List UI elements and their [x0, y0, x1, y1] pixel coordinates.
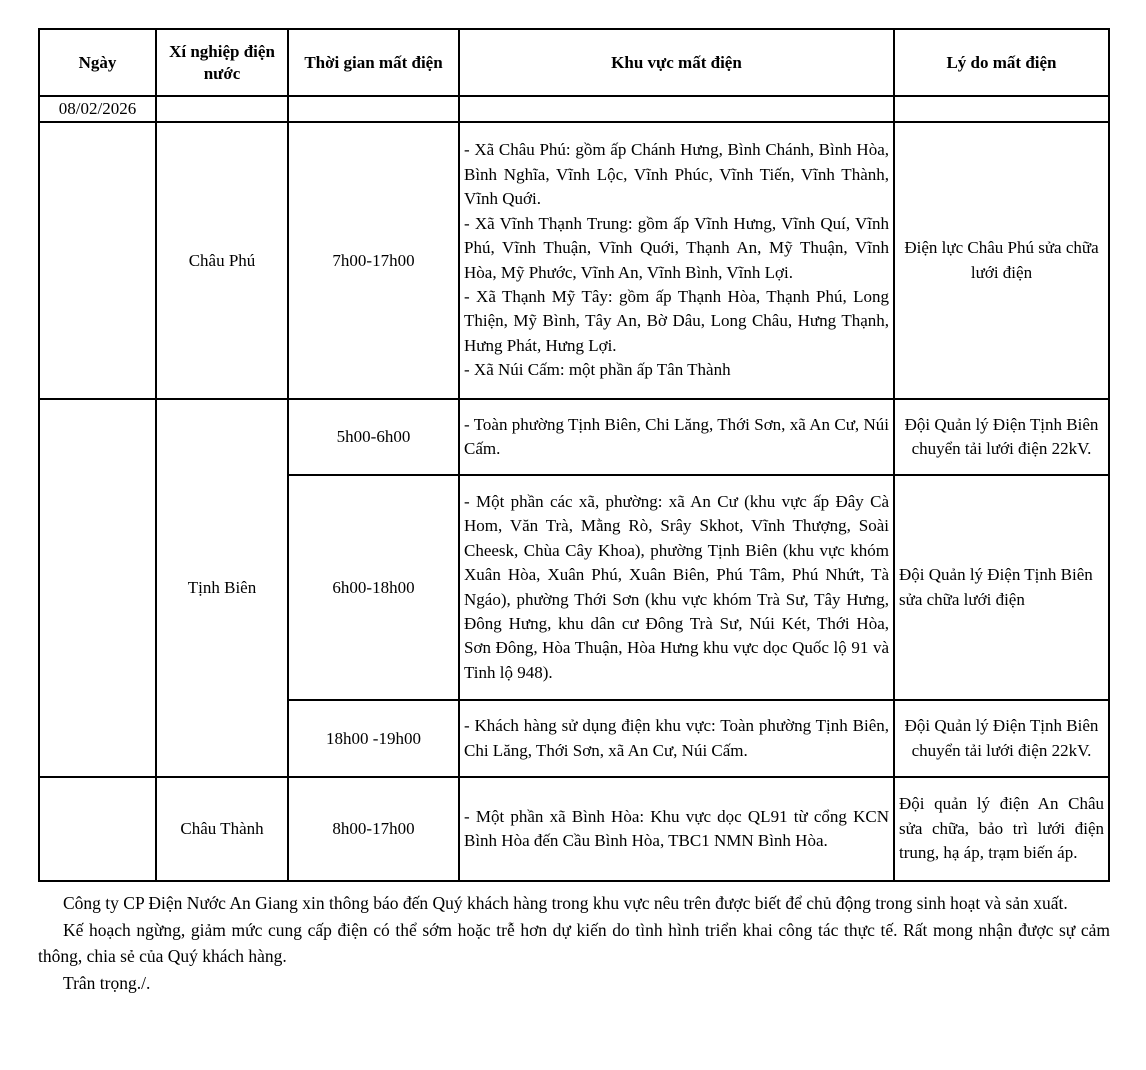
section-row-chau-phu [39, 122, 1109, 399]
footer-paragraph-notice: Công ty CP Điện Nước An Giang xin thông báo đến Quý khách hàng trong khu vực nêu trên được biết để chủ động trong sinh hoạt và sản xuất. [63, 893, 1068, 913]
footer-notes [38, 890, 1110, 996]
table-header-row [39, 29, 1109, 96]
col-header-time: Thời gian mất điện [288, 29, 459, 96]
date-cell: 08/02/2026 [39, 96, 156, 122]
day-cell-empty [39, 122, 156, 399]
reason-cell: Đội Quản lý Điện Tịnh Biên chuyển tải lưới điện 22kV. [894, 399, 1109, 475]
reason-cell: Đội Quản lý Điện Tịnh Biên chuyển tải lưới điện 22kV. [894, 700, 1109, 777]
enterprise-cell-chau-phu: Châu Phú [156, 122, 288, 399]
section-row-tinh-bien-1 [39, 399, 1109, 475]
time-cell: 18h00 -19h00 [288, 700, 459, 777]
area-item: - Khách hàng sử dụng điện khu vực: Toàn phường Tịnh Biên, Chi Lăng, Thới Sơn, xã An Cư, Núi Cấm. [464, 716, 889, 760]
section-row-chau-thanh [39, 777, 1109, 881]
area-cell [459, 122, 894, 399]
day-cell-empty [39, 777, 156, 881]
area-cell [459, 777, 894, 881]
time-cell: 8h00-17h00 [288, 777, 459, 881]
reason-cell: Điện lực Châu Phú sửa chữa lưới điện [894, 122, 1109, 399]
reason-cell: Đội quản lý điện An Châu sửa chữa, bảo trì lưới điện trung, hạ áp, trạm biến áp. [894, 777, 1109, 881]
area-item: - Xã Châu Phú: gồm ấp Chánh Hưng, Bình Chánh, Bình Hòa, Bình Nghĩa, Vĩnh Lộc, Vĩnh Phúc, Vĩnh Tiến, Vĩnh Thành, Vĩnh Quới. [464, 140, 889, 209]
area-item: - Xã Núi Cấm: một phần ấp Tân Thành [464, 360, 731, 380]
time-cell: 6h00-18h00 [288, 475, 459, 700]
area-item: - Một phần xã Bình Hòa: Khu vực dọc QL91 từ cổng KCN Bình Hòa đến Cầu Bình Hòa, TBC1 NMN Bình Hòa. [464, 806, 889, 850]
area-cell [459, 700, 894, 777]
empty-cell [156, 96, 288, 122]
reason-cell: Đội Quản lý Điện Tịnh Biên sửa chữa lưới điện [894, 475, 1109, 700]
area-cell [459, 475, 894, 700]
footer-paragraph-disclaimer: Kế hoạch ngừng, giảm mức cung cấp điện có thể sớm hoặc trễ hơn dự kiến do tình hình triển khai công tác thực tế. Rất mong nhận được sự cảm thông, chia sẻ của Quý khách hàng. [38, 919, 1110, 966]
time-cell: 7h00-17h00 [288, 122, 459, 399]
area-item: - Toàn phường Tịnh Biên, Chi Lăng, Thới Sơn, xã An Cư, Núi Cấm. [464, 414, 889, 458]
col-header-enterprise: Xí nghiệp điện nước [156, 29, 288, 96]
time-cell: 5h00-6h00 [288, 399, 459, 475]
col-header-date: Ngày [39, 29, 156, 96]
enterprise-cell-tinh-bien: Tịnh Biên [156, 399, 288, 777]
area-item: - Xã Thạnh Mỹ Tây: gồm ấp Thạnh Hòa, Thạnh Phú, Long Thiện, Mỹ Bình, Tây An, Bờ Dâu, Long Châu, Hưng Thạnh, Hưng Phát, Hưng Lợi. [464, 286, 889, 355]
footer-paragraph-regards: Trân trọng./. [63, 972, 151, 993]
area-cell [459, 399, 894, 475]
day-cell-empty [39, 399, 156, 777]
area-item: - Xã Vĩnh Thạnh Trung: gồm ấp Vĩnh Hưng, Vĩnh Quí, Vĩnh Phú, Vĩnh Thuận, Vĩnh Quới, Thạnh An, Mỹ Thuận, Vĩnh Hòa, Mỹ Phước, Vĩnh An, Vĩnh Bình, Vĩnh Lợi. [464, 213, 889, 282]
empty-cell [288, 96, 459, 122]
col-header-area: Khu vực mất điện [459, 29, 894, 96]
empty-cell [894, 96, 1109, 122]
empty-cell [459, 96, 894, 122]
date-row [39, 96, 1109, 122]
area-item: - Một phần các xã, phường: xã An Cư (khu vực ấp Đây Cà Hom, Văn Trà, Mằng Rò, Srây Skhot, Vĩnh Thượng, Soài Cheesk, Chùa Cây Khoa), phường Tịnh Biên (khu vực khóm Xuân Hòa, Xuân Phú, Xuân Biên, Phú Tâm, Phú Nhứt, Tà Ngáo), phường Thới Sơn (khu vực khóm Trà Sư, Tây Hưng, Đông Hưng, khu dân cư Đông Trà Sư, Núi Két, Thới Hòa, Sơn Đông, Hòa Thuận, Hòa Hưng khu vực dọc Quốc lộ 91 và Tinh lộ 948). [464, 491, 889, 682]
outage-schedule-table [38, 28, 1110, 882]
enterprise-cell-chau-thanh: Châu Thành [156, 777, 288, 881]
col-header-reason: Lý do mất điện [894, 29, 1109, 96]
